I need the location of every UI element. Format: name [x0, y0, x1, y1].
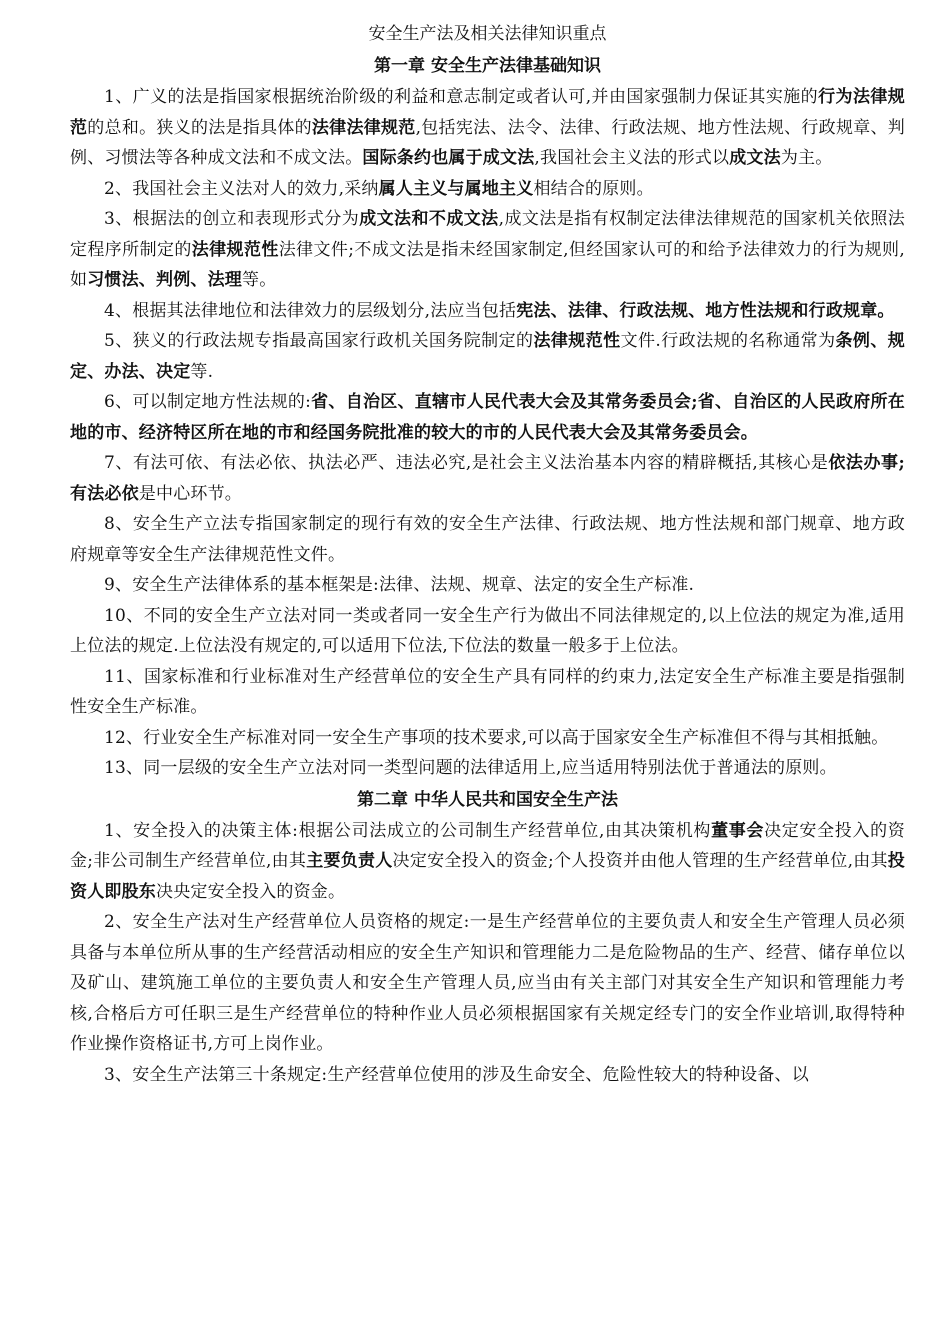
text-run: 2、我国社会主义法对人的效力,采纳: [104, 178, 379, 199]
numbered-paragraph: [70, 174, 905, 205]
document-page: [70, 18, 905, 1090]
numbered-paragraph: [70, 723, 905, 754]
text-run: 等.: [190, 361, 214, 382]
numbered-paragraph: [70, 448, 905, 509]
text-run: ,成文法是指有权制定法律法律规范的国家机关依照法定程序所制定的: [70, 209, 905, 260]
text-run: 4、根据其法律地位和法律效力的层级划分,法应当包括: [104, 300, 517, 321]
text-run: 为主。: [780, 148, 833, 168]
text-run: 3、根据法的创立和表现形式分为: [104, 209, 360, 229]
numbered-paragraph: [70, 570, 905, 601]
bold-key-phrase: 国际条约也属于成文法: [362, 148, 535, 168]
bold-key-phrase: 董事会: [711, 820, 765, 841]
numbered-paragraph: [70, 662, 905, 723]
text-run: 决定安全投入的资金;非公司制生产经营单位,由其: [70, 820, 905, 871]
chapter-heading: 第一章 安全生产法律基础知识: [374, 56, 601, 76]
numbered-paragraph: [70, 509, 905, 570]
bold-key-phrase: 投资人即股东: [70, 851, 905, 902]
text-run: 3、安全生产法第三十条规定:生产经营单位使用的涉及生命安全、危险性较大的特种设备、以: [104, 1064, 809, 1085]
text-run: 11、国家标准和行业标准对生产经营单位的安全生产具有同样的约束力,法定安全生产标准主要是指强制性安全生产标准。: [70, 666, 905, 717]
text-run: 6、可以制定地方性法规的:: [104, 392, 312, 412]
text-run: 等。: [242, 270, 277, 290]
bold-key-phrase: 成文法: [729, 148, 781, 168]
text-run: 9、安全生产法律体系的基本框架是:法律、法规、规章、法定的安全生产标准.: [104, 575, 695, 595]
bold-key-phrase: 法律规范性: [191, 239, 279, 260]
bold-key-phrase: 条例、规定、办法、决定: [70, 331, 905, 382]
bold-key-phrase: 法律规范性: [533, 331, 621, 351]
text-run: 决定安全投入的资金;个人投资并由他人管理的生产经营单位,由其: [392, 851, 888, 871]
text-run: 2、安全生产法对生产经营单位人员资格的规定:一是生产经营单位的主要负责人和安全生产管理人员必须具备与本单位所从事的生产经营活动相应的安全生产知识和管理能力二是危险物品的生产、经营、储存单位以及矿山、建筑施工单位的主要负责人和安全生产管理人员,应当由有关主部门对其安全生产知识和管理能力考核,合格后方可任职三是生产经营单位的特种作业人员必须根据国家有关规定经专门的安全作业培训,取得特种作业操作资格证书,方可上岗作业。: [70, 912, 905, 1054]
chapters-container: [70, 50, 905, 1090]
text-run: 的总和。狭义的法是指具体的: [87, 117, 312, 138]
text-run: 8、安全生产立法专指国家制定的现行有效的安全生产法律、行政法规、地方性法规和部门规章、地方政府规章等安全生产法律规范性文件。: [70, 514, 905, 565]
numbered-paragraph: [70, 326, 905, 387]
bold-key-phrase: 行为法律规范: [70, 87, 905, 138]
bold-key-phrase: 主要负责人: [306, 851, 393, 871]
text-run: 13、同一层级的安全生产立法对同一类型问题的法律适用上,应当适用特别法优于普通法的原则。: [104, 758, 837, 778]
numbered-paragraph: [70, 82, 905, 174]
text-run: 12、行业安全生产标准对同一安全生产事项的技术要求,可以高于国家安全生产标准但不得与其相抵触。: [104, 727, 889, 748]
text-run: ,包括宪法、法令、法律、行政法规、地方性法规、行政规章、判例、习惯法等各种成文法和不成文法。: [70, 117, 906, 168]
chapter-heading: 第二章 中华人民共和国安全生产法: [357, 789, 618, 810]
text-run: 1、安全投入的决策主体:根据公司法成立的公司制生产经营单位,由其决策机构: [104, 820, 712, 841]
text-run: 是中心环节。: [138, 483, 243, 504]
text-run: 相结合的原则。: [533, 178, 654, 199]
numbered-paragraph: [70, 204, 905, 296]
text-run: 1、广义的法是指国家根据统治阶级的利益和意志制定或者认可,并由国家强制力保证其实施的: [104, 87, 819, 107]
text-run: 决央定安全投入的资金。: [156, 881, 346, 902]
numbered-paragraph: [70, 387, 905, 448]
text-run: 10、不同的安全生产立法对同一类或者同一安全生产行为做出不同法律规定的,以上位法的规定为准,适用上位法的规定.上位法没有规定的,可以适用下位法,下位法的数量一般多于上位法。: [70, 605, 905, 656]
numbered-paragraph: [70, 816, 905, 908]
numbered-paragraph: [70, 753, 905, 784]
text-run: 文件.行政法规的名称通常为: [620, 331, 836, 351]
text-run: 7、有法可依、有法必依、执法必严、违法必究,是社会主义法治基本内容的精辟概括,其核心是: [104, 453, 829, 473]
bold-key-phrase: 属人主义与属地主义: [378, 178, 534, 199]
text-run: 5、狭义的行政法规专指最高国家行政机关国务院制定的: [104, 331, 534, 351]
text-run: 法律文件;不成文法是指未经国家制定,但经国家认可的和给予法律效力的行为规则,如: [70, 239, 906, 290]
bold-key-phrase: 依法办事;有法必依: [70, 453, 905, 504]
bold-key-phrase: 成文法和不成文法: [359, 209, 499, 229]
bold-key-phrase: 法律法律规范: [311, 117, 416, 138]
document-title: 安全生产法及相关法律知识重点: [368, 24, 607, 44]
bold-key-phrase: 宪法、法律、行政法规、地方性法规和行政规章。: [516, 300, 895, 321]
bold-key-phrase: 习惯法、判例、法理: [87, 270, 243, 290]
numbered-paragraph: [70, 907, 905, 1060]
numbered-paragraph: [70, 1060, 905, 1091]
numbered-paragraph: [70, 296, 905, 327]
text-run: ,我国社会主义法的形式以: [534, 148, 730, 168]
bold-key-phrase: 省、自治区、直辖市人民代表大会及其常务委员会;省、自治区的人民政府所在地的市、经济特区所在地的市和经国务院批准的较大的市的人民代表大会及其常务委员会。: [70, 392, 905, 443]
numbered-paragraph: [70, 601, 905, 662]
